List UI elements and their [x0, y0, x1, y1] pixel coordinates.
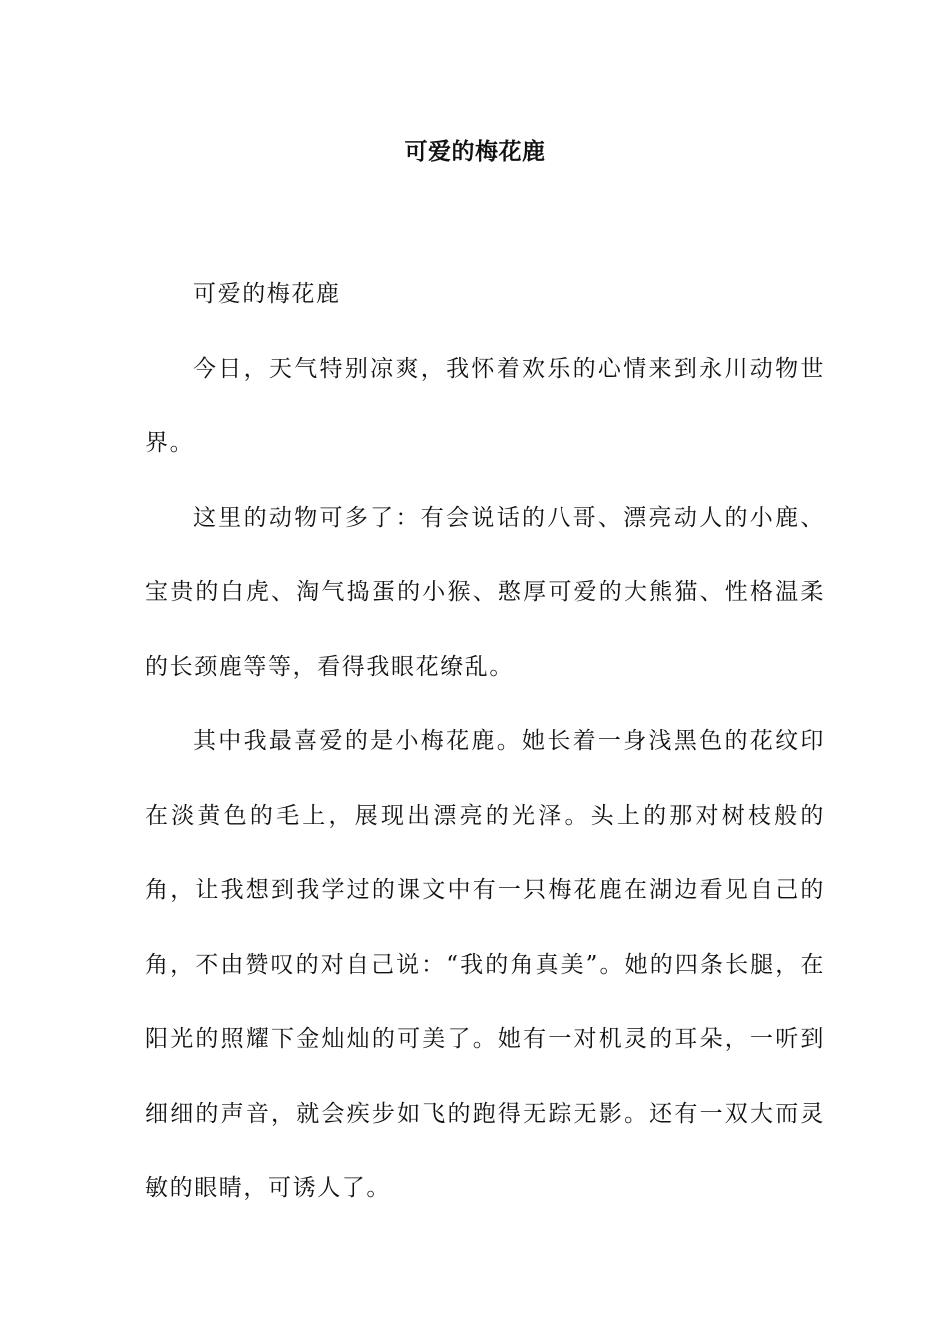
- document-body: [145, 257, 825, 1226]
- paragraph-animals: 这里的动物可多了：有会说话的八哥、漂亮动人的小鹿、宝贵的白虎、淘气捣蛋的小猴、憨厚可爱的大熊猫、性格温柔的长颈鹿等等，看得我眼花缭乱。: [145, 504, 825, 680]
- paragraph-intro: 今日，天气特别凉爽，我怀着欢乐的心情来到永川动物世界。: [145, 355, 825, 456]
- document-title: 可爱的梅花鹿: [404, 138, 546, 165]
- paragraph-deer-description: 其中我最喜爱的是小梅花鹿。她长着一身浅黑色的花纹印在淡黄色的毛上，展现出漂亮的光泽。头上的那对树枝般的角，让我想到我学过的课文中有一只梅花鹿在湖边看见自己的角，不由赞叹的对自己说：“我的角真美”。她的四条长腿，在阳光的照耀下金灿灿的可美了。她有一对机灵的耳朵，一听到细细的声音，就会疾步如飞的跑得无踪无影。还有一双大而灵敏的眼睛，可诱人了。: [145, 728, 825, 1201]
- paragraph-subtitle: 可爱的梅花鹿: [193, 281, 341, 307]
